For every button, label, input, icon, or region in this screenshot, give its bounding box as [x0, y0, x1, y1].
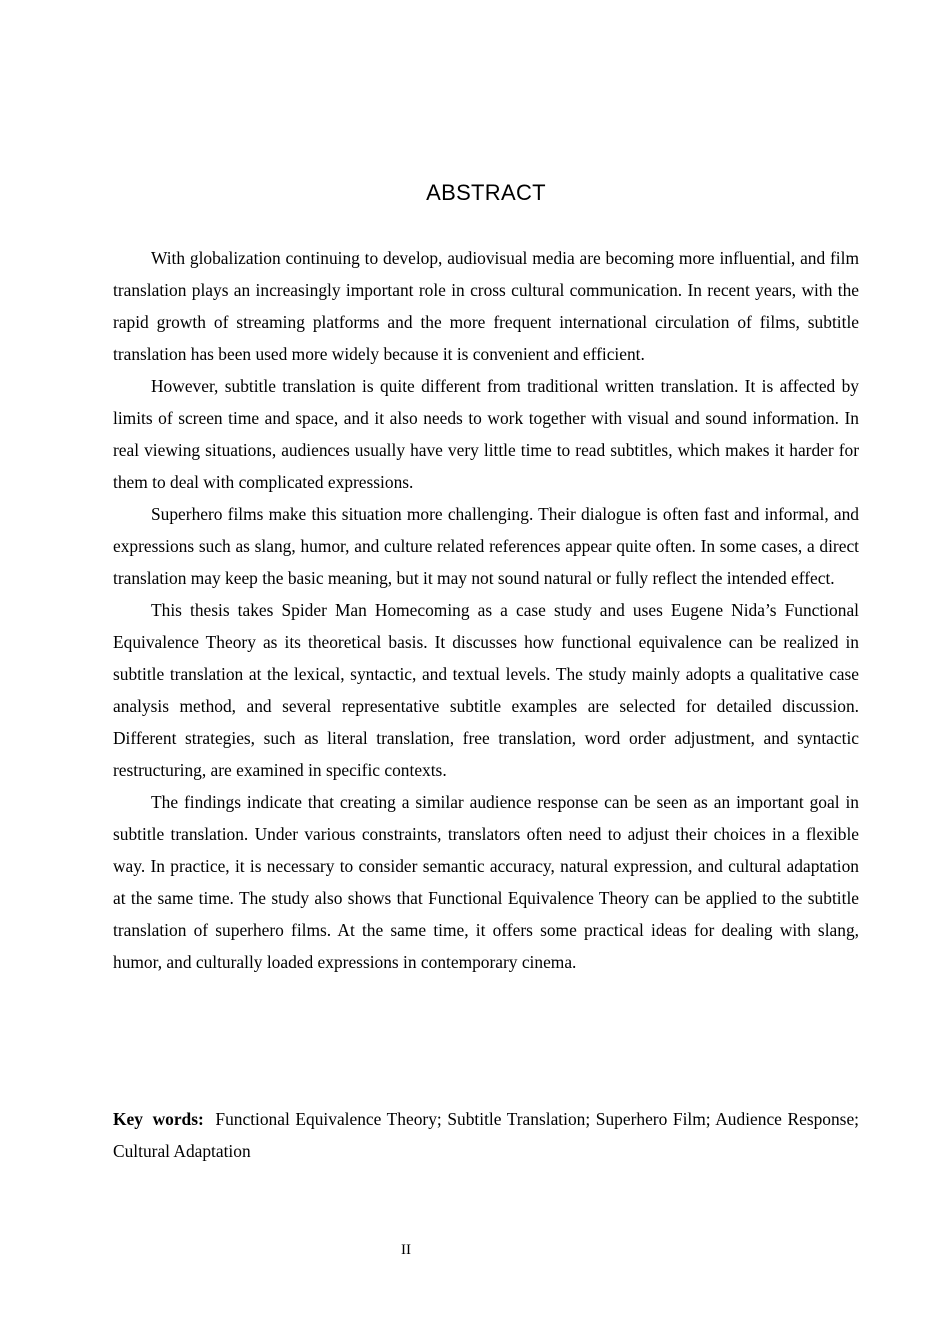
abstract-paragraph-1: With globalization continuing to develop, audiovisual media are becoming more influential, and film translation plays an increasingly important role in cross cultural communication. In recent years, with the rapid growth of streaming platforms and the more frequent international circulation of films, subtitle translation has been used more widely because it is convenient and efficient.: [113, 248, 859, 364]
keywords-text: Functional Equivalence Theory; Subtitle Translation; Superhero Film; Audience Response; Cultural Adaptation: [113, 1109, 859, 1161]
abstract-paragraph-4: This thesis takes Spider Man Homecoming as a case study and uses Eugene Nida’s Functional Equivalence Theory as its theoretical basis. It discusses how functional equivalence can be realized in subtitle translation at the lexical, syntactic, and textual levels. The study mainly adopts a qualitative case analysis method, and several representative subtitle examples are selected for detailed discussion. Different strategies, such as literal translation, free translation, word order adjustment, and syntactic restructuring, are examined in specific contexts.: [113, 600, 859, 780]
keywords-block: [113, 1103, 859, 1167]
abstract-paragraph-5: The findings indicate that creating a similar audience response can be seen as an important goal in subtitle translation. Under various constraints, translators often need to adjust their choices in a flexible way. In practice, it is necessary to consider semantic accuracy, natural expression, and cultural adaptation at the same time. The study also shows that Functional Equivalence Theory can be applied to the subtitle translation of superhero films. At the same time, it offers some practical ideas for dealing with slang, humor, and culturally loaded expressions in contemporary cinema.: [113, 792, 859, 972]
keywords-label: Key words:: [113, 1109, 204, 1129]
page-number: II: [401, 1242, 411, 1258]
page-title: ABSTRACT: [426, 180, 546, 205]
abstract-body: [113, 242, 859, 978]
abstract-paragraph-2: However, subtitle translation is quite different from traditional written translation. It is affected by limits of screen time and space, and it also needs to work together with visual and sound information. In real viewing situations, audiences usually have very little time to read subtitles, which makes it harder for them to deal with complicated expressions.: [113, 376, 859, 492]
abstract-paragraph-3: Superhero films make this situation more challenging. Their dialogue is often fast and informal, and expressions such as slang, humor, and culture related references appear quite often. In some cases, a direct translation may keep the basic meaning, but it may not sound natural or fully reflect the intended effect.: [113, 504, 859, 588]
